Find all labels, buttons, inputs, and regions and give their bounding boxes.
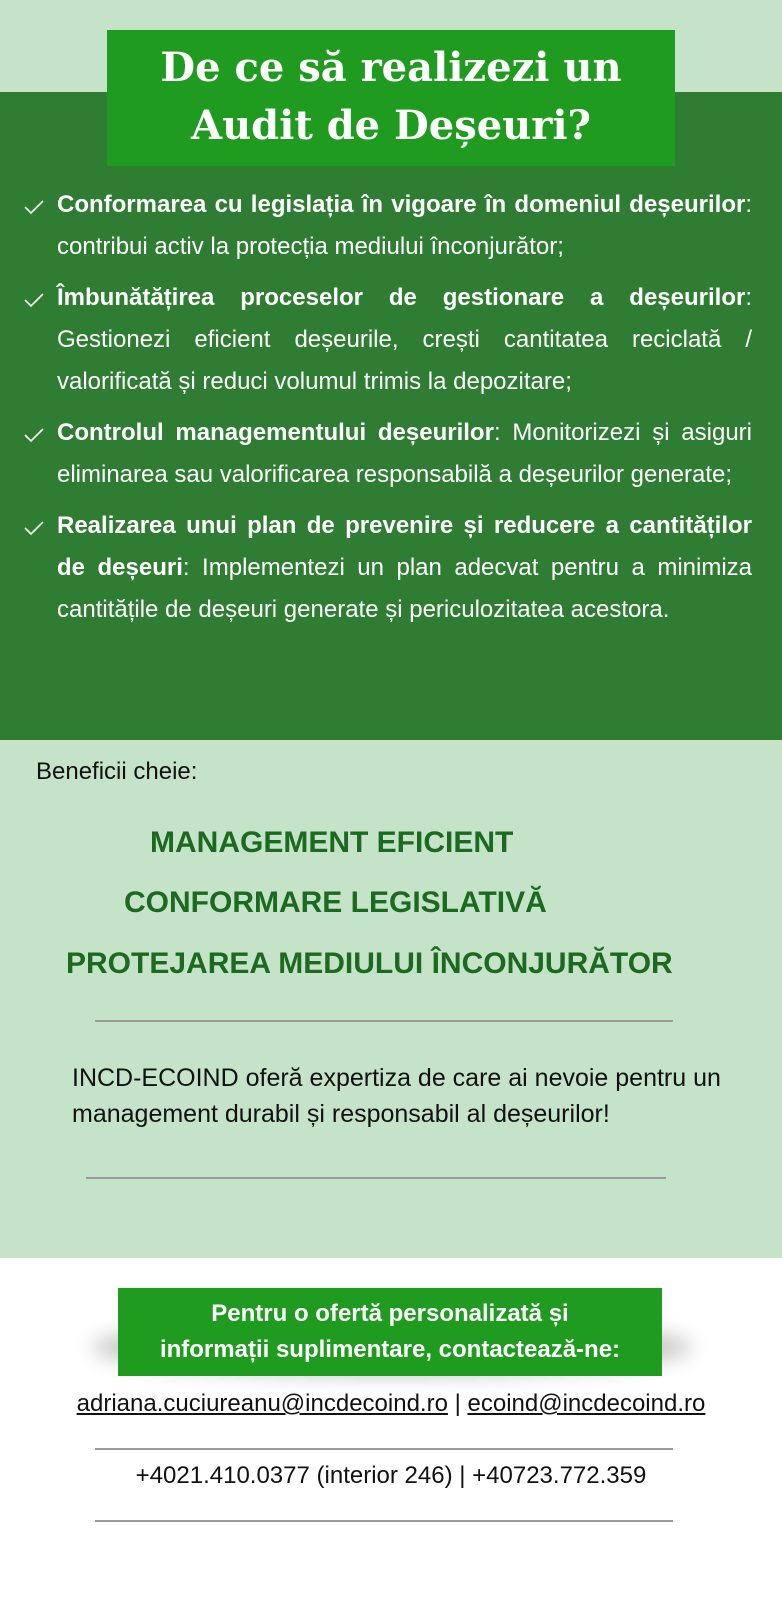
benefits-label: Beneficii cheie: — [36, 758, 198, 785]
benefit-item: MANAGEMENT EFICIENT — [150, 826, 514, 859]
benefit-item: CONFORMARE LEGISLATIVĂ — [124, 886, 547, 919]
reason-title: Realizarea unui plan de prevenire și reducere a cantităților de deșeuri — [57, 512, 752, 581]
benefits-section — [0, 740, 782, 1258]
checkmark-icon — [22, 194, 46, 218]
checkmark-icon — [22, 287, 46, 311]
cta-line-1: Pentru o ofertă personalizată și — [211, 1300, 569, 1327]
reason-item — [22, 505, 752, 631]
email-contacts — [0, 1390, 782, 1418]
title-line-1: De ce să realizezi un — [160, 44, 622, 91]
email-separator: | — [454, 1390, 461, 1417]
reason-item — [22, 277, 752, 403]
reason-item — [22, 412, 752, 496]
reason-title: Controlul managementului deșeurilor — [57, 419, 494, 446]
benefit-item: PROTEJAREA MEDIULUI ÎNCONJURĂTOR — [66, 947, 673, 980]
divider — [95, 1020, 673, 1022]
page-title — [107, 30, 675, 166]
reason-title: Îmbunătățirea proceselor de gestionare a deșeurilor — [57, 284, 746, 311]
email-link-adriana[interactable]: adriana.cuciureanu@incdecoind.ro — [76, 1390, 448, 1417]
reason-text: : Monitorizezi și asiguri eliminarea sau valorificarea responsabilă a deșeurilor generate; — [57, 419, 752, 488]
title-line-2: Audit de Deșeuri? — [191, 102, 591, 149]
divider — [95, 1520, 673, 1522]
reason-title: Conformarea cu legislația în vigoare în domeniul deșeurilor — [57, 191, 746, 218]
reason-text: : contribui activ la protecția mediului înconjurător; — [57, 191, 752, 260]
phone-numbers: +4021.410.0377 (interior 246) | +40723.772.359 — [135, 1462, 647, 1489]
reason-text: : Implementezi un plan adecvat pentru a minimiza cantitățile de deșeuri generate și periculozitatea acestora. — [57, 554, 752, 623]
divider — [95, 1448, 673, 1450]
contact-cta-banner — [118, 1288, 662, 1376]
checkmark-icon — [22, 515, 46, 539]
cta-line-2: informații suplimentare, contactează-ne: — [159, 1336, 621, 1363]
divider — [86, 1177, 666, 1179]
checkmark-icon — [22, 422, 46, 446]
reason-text: : Gestionezi eficient deșeurile, crești cantitatea reciclată / valorificată și reduci volumul trimis la depozitare; — [57, 284, 752, 395]
reason-item — [22, 184, 752, 268]
email-link-ecoind[interactable]: ecoind@incdecoind.ro — [467, 1390, 706, 1417]
offer-text: INCD-ECOIND oferă expertiza de care ai nevoie pentru un management durabil și responsabil al deșeurilor! — [72, 1064, 721, 1128]
reasons-list — [22, 184, 752, 640]
